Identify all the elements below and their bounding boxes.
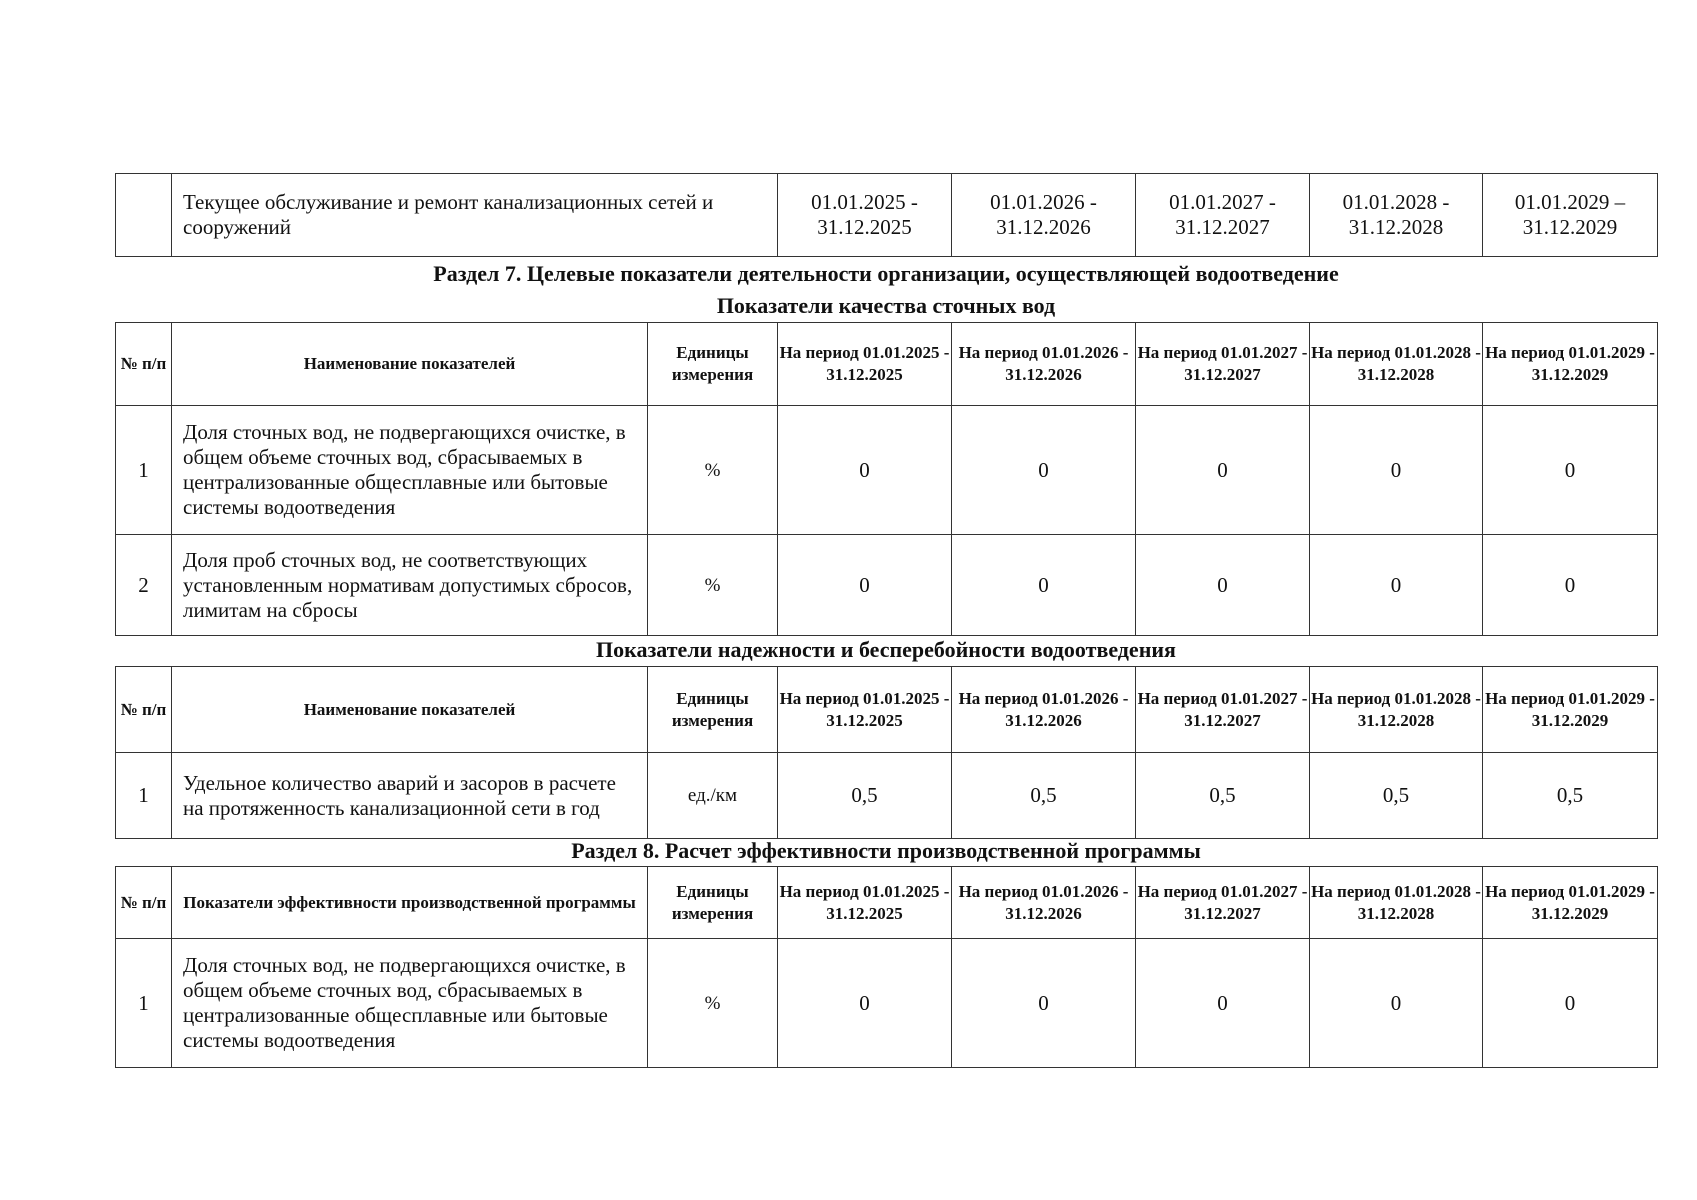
- num-header: № п/п: [116, 867, 172, 939]
- value-cell: 0: [778, 939, 952, 1068]
- value-cell: 0,5: [1136, 753, 1310, 839]
- table-row: [116, 174, 1658, 257]
- value-cell: 0: [1136, 535, 1310, 636]
- table-header-row: [116, 323, 1658, 406]
- table-row: [116, 753, 1658, 839]
- name-header: Наименование показателей: [172, 667, 648, 753]
- period-header: На период 01.01.2025 - 31.12.2025: [778, 323, 952, 406]
- unit-cell: %: [648, 406, 778, 535]
- name-header: Наименование показателей: [172, 323, 648, 406]
- period-header: На период 01.01.2026 - 31.12.2026: [952, 323, 1136, 406]
- unit-cell: %: [648, 939, 778, 1068]
- efficiency-table-block: [115, 866, 1657, 1068]
- period-header: На период 01.01.2025 - 31.12.2025: [778, 867, 952, 939]
- unit-header: Единицы измерения: [648, 323, 778, 406]
- indicator-name: Удельное количество аварий и засоров в расчете на протяженность канализационной сети в год: [172, 753, 648, 839]
- section8-title: Раздел 8. Расчет эффективности производственной программы: [571, 838, 1201, 863]
- value-cell: 0: [1483, 535, 1658, 636]
- num-header: № п/п: [116, 323, 172, 406]
- period-header: На период 01.01.2028 - 31.12.2028: [1310, 867, 1483, 939]
- period-cell: 01.01.2029 – 31.12.2029: [1483, 174, 1658, 257]
- quality-table-block: [115, 322, 1657, 636]
- table-header-row: [116, 667, 1658, 753]
- value-cell: 0: [778, 535, 952, 636]
- indicator-name: Доля проб сточных вод, не соответствующих установленным нормативам допустимых сбросов, лимитам на сбросы: [172, 535, 648, 636]
- reliability-table: [115, 666, 1658, 839]
- reliability-subtitle: Показатели надежности и бесперебойности водоотведения: [596, 637, 1176, 662]
- row-number: 1: [116, 406, 172, 535]
- period-cell: 01.01.2027 - 31.12.2027: [1136, 174, 1310, 257]
- name-header: Показатели эффективности производственной программы: [172, 867, 648, 939]
- period-cell: 01.01.2028 - 31.12.2028: [1310, 174, 1483, 257]
- period-cell: 01.01.2026 - 31.12.2026: [952, 174, 1136, 257]
- period-cell: 01.01.2025 - 31.12.2025: [778, 174, 952, 257]
- indicator-name: Доля сточных вод, не подвергающихся очистке, в общем объеме сточных вод, сбрасываемых в централизованные общесплавные или бытовые системы водоотведения: [172, 939, 648, 1068]
- empty-cell: [116, 174, 172, 257]
- top-table: [115, 173, 1658, 257]
- table-header-row: [116, 867, 1658, 939]
- value-cell: 0: [1310, 939, 1483, 1068]
- num-header: № п/п: [116, 667, 172, 753]
- value-cell: 0: [952, 406, 1136, 535]
- period-header: На период 01.01.2028 - 31.12.2028: [1310, 667, 1483, 753]
- value-cell: 0: [1483, 406, 1658, 535]
- period-header: На период 01.01.2029 - 31.12.2029: [1483, 867, 1658, 939]
- work-name-cell: Текущее обслуживание и ремонт канализационных сетей и сооружений: [172, 174, 778, 257]
- quality-subtitle: Показатели качества сточных вод: [716, 293, 1056, 318]
- value-cell: 0: [1310, 406, 1483, 535]
- row-number: 2: [116, 535, 172, 636]
- value-cell: 0,5: [778, 753, 952, 839]
- period-header: На период 01.01.2025 - 31.12.2025: [778, 667, 952, 753]
- indicator-name: Доля сточных вод, не подвергающихся очистке, в общем объеме сточных вод, сбрасываемых в централизованные общесплавные или бытовые системы водоотведения: [172, 406, 648, 535]
- top-table-block: [115, 173, 1657, 257]
- period-header: На период 01.01.2026 - 31.12.2026: [952, 667, 1136, 753]
- value-cell: 0: [1136, 406, 1310, 535]
- period-header: На период 01.01.2026 - 31.12.2026: [952, 867, 1136, 939]
- value-cell: 0: [952, 535, 1136, 636]
- period-header: На период 01.01.2029 - 31.12.2029: [1483, 323, 1658, 406]
- quality-table: [115, 322, 1658, 636]
- period-header: На период 01.01.2029 - 31.12.2029: [1483, 667, 1658, 753]
- value-cell: 0,5: [952, 753, 1136, 839]
- table-row: [116, 939, 1658, 1068]
- value-cell: 0: [1310, 535, 1483, 636]
- value-cell: 0,5: [1310, 753, 1483, 839]
- value-cell: 0: [778, 406, 952, 535]
- period-header: На период 01.01.2027 - 31.12.2027: [1136, 667, 1310, 753]
- unit-cell: ед./км: [648, 753, 778, 839]
- unit-header: Единицы измерения: [648, 867, 778, 939]
- reliability-table-block: [115, 666, 1657, 839]
- unit-cell: %: [648, 535, 778, 636]
- period-header: На период 01.01.2027 - 31.12.2027: [1136, 323, 1310, 406]
- efficiency-table: [115, 866, 1658, 1068]
- value-cell: 0: [1136, 939, 1310, 1068]
- table-row: [116, 406, 1658, 535]
- unit-header: Единицы измерения: [648, 667, 778, 753]
- value-cell: 0,5: [1483, 753, 1658, 839]
- period-header: На период 01.01.2027 - 31.12.2027: [1136, 867, 1310, 939]
- period-header: На период 01.01.2028 - 31.12.2028: [1310, 323, 1483, 406]
- row-number: 1: [116, 753, 172, 839]
- value-cell: 0: [952, 939, 1136, 1068]
- section7-title: Раздел 7. Целевые показатели деятельности организации, осуществляющей водоотведение: [433, 261, 1339, 286]
- row-number: 1: [116, 939, 172, 1068]
- table-row: [116, 535, 1658, 636]
- value-cell: 0: [1483, 939, 1658, 1068]
